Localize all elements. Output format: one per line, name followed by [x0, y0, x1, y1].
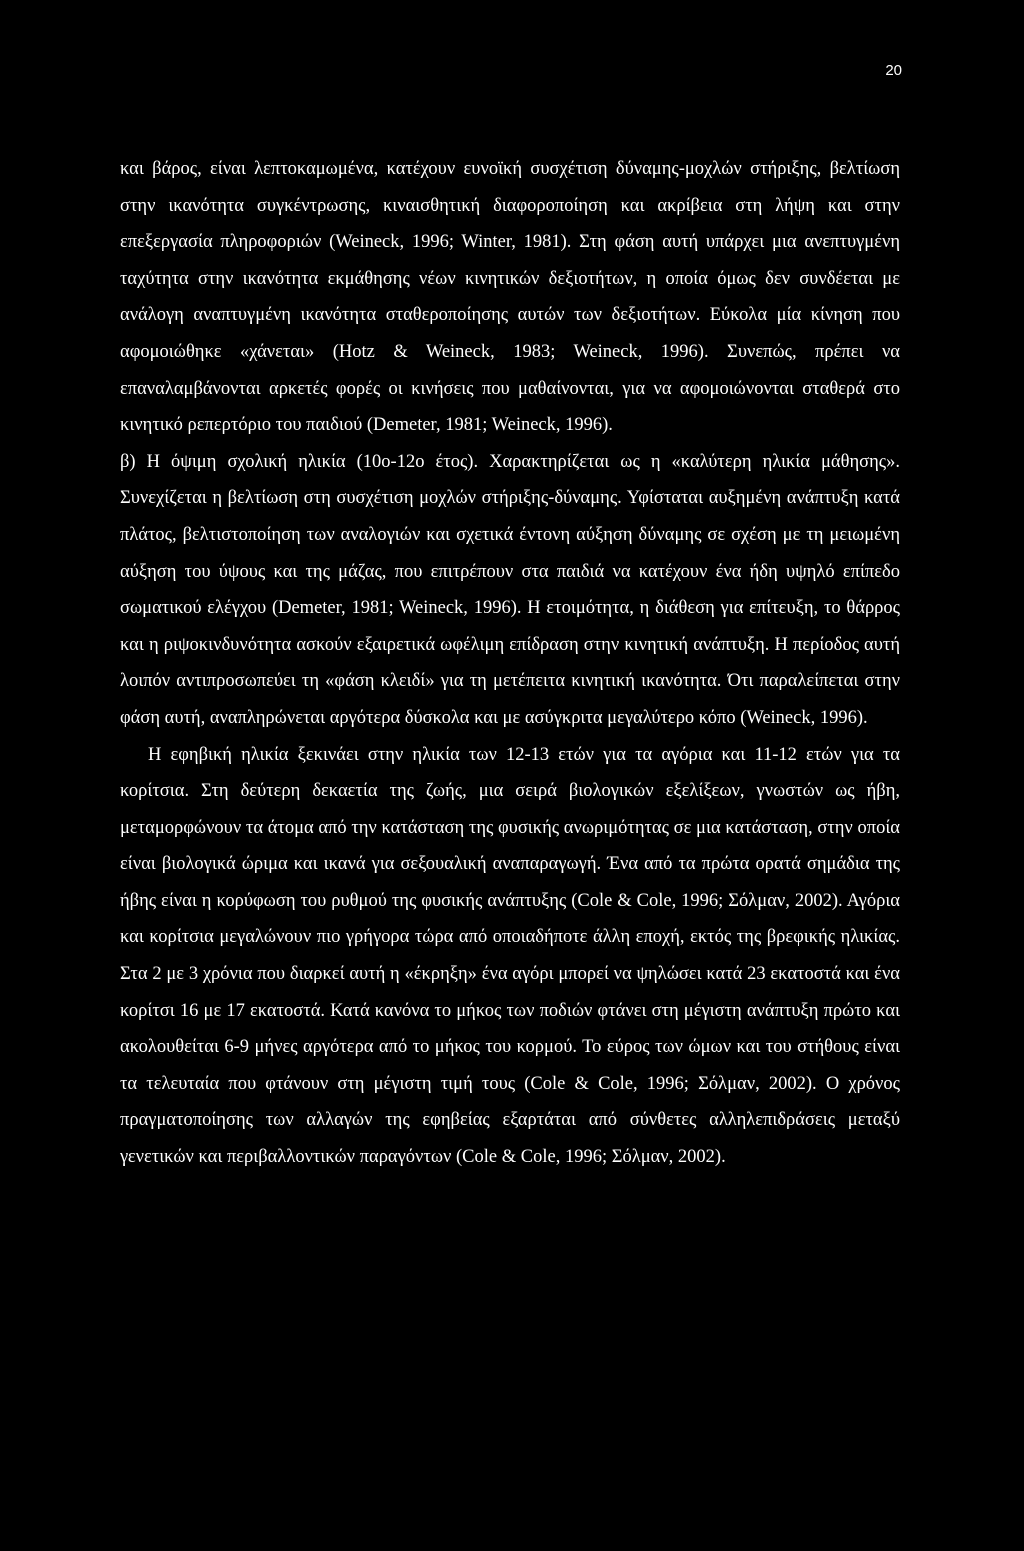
- paragraph-continuation: και βάρος, είναι λεπτοκαμωμένα, κατέχουν ευνοϊκή συσχέτιση δύναμης-μοχλών στήριξης, βελτίωση στην ικανότητα συγκέντρωσης, κιναισθητική διαφοροποίηση και ακρίβεια στη λήψη και στην επεξεργασία πληροφοριών (Weineck, 1996; Winter, 1981). Στη φάση αυτή υπάρχει μια ανεπτυγμένη ταχύτητα στην ικανότητα εκμάθησης νέων κινητικών δεξιοτήτων, η οποία όμως δεν συνδέεται με ανάλογη αναπτυγμένη ικανότητα σταθεροποίησης αυτών των δεξιοτήτων. Εύκολα μία κίνηση που αφομοιώθηκε «χάνεται» (Hotz & Weineck, 1983; Weineck, 1996). Συνεπώς, πρέπει να επαναλαμβάνονται αρκετές φορές οι κινήσεις που μαθαίνονται, για να αφομοιώνονται σταθερά στο κινητικό ρεπερτόριο του παιδιού (Demeter, 1981; Weineck, 1996).: [120, 159, 900, 436]
- paragraph-late-school-age: β) Η όψιμη σχολική ηλικία (10ο-12ο έτος). Χαρακτηρίζεται ως η «καλύτερη ηλικία μάθησης». Συνεχίζεται η βελτίωση στη συσχέτιση μοχλών στήριξης-δύναμης. Υφίσταται αυξημένη ανάπτυξη κατά πλάτος, βελτιστοποίηση των αναλογιών και σχετικά έντονη αύξηση δύναμης σε σχέση με τη μειωμένη αύξηση του ύψους και της μάζας, που επιτρέπουν στα παιδιά να κατέχουν ένα ήδη υψηλό επίπεδο σωματικού ελέγχου (Demeter, 1981; Weineck, 1996). Η ετοιμότητα, η διάθεση για επίτευξη, το θάρρος και η ριψοκινδυνότητα ασκούν εξαιρετικά ωφέλιμη επίδραση στην κινητική ανάπτυξη. Η περίοδος αυτή λοιπόν αντιπροσωπεύει τη «φάση κλειδί» για τη μετέπειτα κινητική ικανότητα. Ότι παραλείπεται στην φάση αυτή, αναπληρώνεται αργότερα δύσκολα και με ασύγκριτα μεγαλύτερο κόπο (Weineck, 1996).: [120, 451, 900, 728]
- paragraph-adolescence: Η εφηβική ηλικία ξεκινάει στην ηλικία των 12-13 ετών για τα αγόρια και 11-12 ετών για τα κορίτσια. Στη δεύτερη δεκαετία της ζωής, μια σειρά βιολογικών εξελίξεων, γνωστών ως ήβη, μεταμορφώνουν τα άτομα από την κατάσταση της φυσικής ανωριμότητας σε μια κατάσταση, στην οποία είναι βιολογικά ώριμα και ικανά για σεξουαλική αναπαραγωγή. Ένα από τα πρώτα ορατά σημάδια της ήβης είναι η κορύφωση του ρυθμού της φυσικής ανάπτυξης (Cole & Cole, 1996; Σόλμαν, 2002). Αγόρια και κορίτσια μεγαλώνουν πιο γρήγορα τώρα από οποιαδήποτε άλλη εποχή, εκτός της βρεφικής ηλικίας. Στα 2 με 3 χρόνια που διαρκεί αυτή η «έκρηξη» ένα αγόρι μπορεί να ψηλώσει κατά 23 εκατοστά και ένα κορίτσι 16 με 17 εκατοστά. Κατά κανόνα το μήκος των ποδιών φτάνει στη μέγιστη ανάπτυξη πρώτο και ακολουθείται 6-9 μήνες αργότερα από το μήκος του κορμού. Το εύρος των ώμων και του στήθους είναι τα τελευταία που φτάνουν στη μέγιστη τιμή τους (Cole & Cole, 1996; Σόλμαν, 2002). Ο χρόνος πραγματοποίησης των αλλαγών της εφηβείας εξαρτάται από σύνθετες αλληλεπιδράσεις μεταξύ γενετικών και περιβαλλοντικών παραγόντων (Cole & Cole, 1996; Σόλμαν, 2002).: [120, 744, 900, 1168]
- page-number: 20: [885, 62, 902, 79]
- document-body: [120, 151, 900, 1176]
